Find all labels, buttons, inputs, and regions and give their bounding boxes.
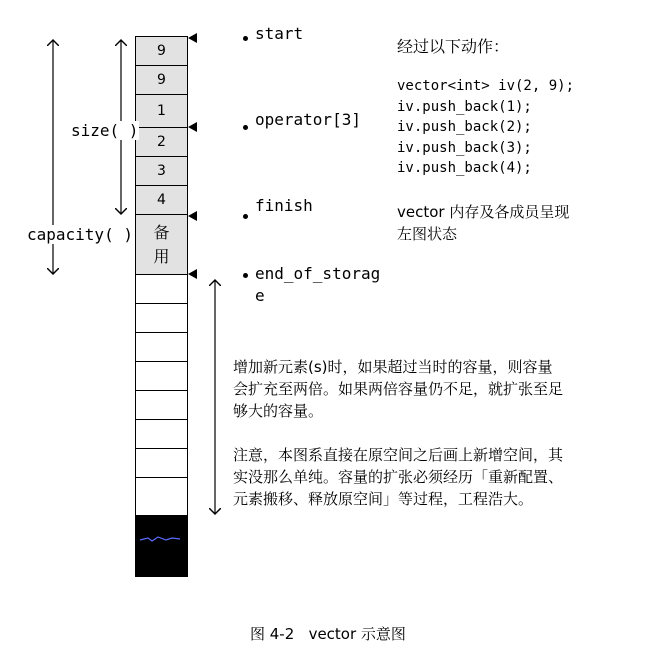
growth-note: 增加新元素(s)时，如果超过当时的容量，则容量 会扩充至两倍。如果两倍容量仍不足，就扩张至足 够大的容量。 — [233, 358, 564, 420]
code-line: iv.push_back(4); — [397, 160, 532, 176]
element-cell: 2 — [136, 128, 187, 157]
finish-label: finish — [255, 196, 313, 215]
code-line: vector<int> iv(2, 9); — [397, 78, 575, 94]
summary-line-2: 左图状态 — [397, 225, 458, 243]
spare-cell: 备 用 — [136, 215, 187, 275]
element-cell: 3 — [136, 157, 187, 186]
element-cell: 4 — [136, 186, 187, 215]
element-cell: 1 — [136, 95, 187, 128]
end-of-storage-label-line1: end_of_storag — [255, 264, 381, 283]
operator-label: operator[3] — [255, 110, 361, 129]
size-label: size( ) — [71, 121, 139, 140]
figure-caption: 图 4-2 vector 示意图 — [250, 625, 406, 643]
element-cell: 9 — [136, 37, 187, 66]
summary-line-1: vector 内存及各成员呈现 — [397, 203, 570, 221]
start-label: start — [255, 24, 304, 43]
capacity-label: capacity( ) — [27, 225, 133, 244]
end-of-storage-label-line2: e — [255, 286, 265, 305]
code-line: iv.push_back(1); — [397, 98, 532, 115]
element-cell: 9 — [136, 66, 187, 95]
code-block — [397, 76, 574, 179]
code-line: iv.push_back(2); — [397, 119, 532, 135]
intro-text: 经过以下动作： — [397, 37, 510, 56]
attention-note: 注意，本图系直接在原空间之后画上新增空间，其 实没那么单纯。容量的扩张必须经历「重新配置、 元素搬移、释放原空间」等过程，工程浩大。 — [233, 446, 564, 508]
code-line: iv.push_back(3); — [397, 139, 532, 156]
